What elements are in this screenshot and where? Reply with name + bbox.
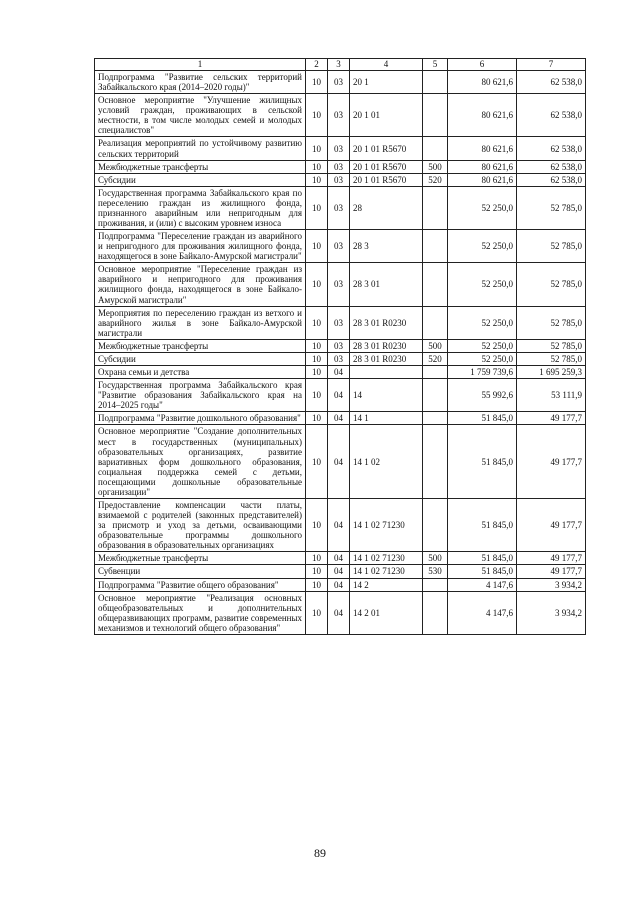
- expense-type-cell: [423, 425, 448, 499]
- section-code-cell: 10: [306, 71, 328, 94]
- expense-type-cell: 500: [423, 552, 448, 565]
- amount-year2-cell: 62 538,0: [517, 173, 586, 186]
- expense-type-cell: 520: [423, 173, 448, 186]
- target-article-cell: 14 1 02 71230: [350, 565, 423, 578]
- table-row: [95, 552, 586, 565]
- subsection-code-cell: 04: [328, 565, 350, 578]
- row-name-cell: Подпрограмма "Развитие сельских территорий Забайкальского края (2014–2020 годы)": [95, 71, 306, 94]
- target-article-cell: 14 1 02: [350, 425, 423, 499]
- table-row: [95, 160, 586, 173]
- table-row: [95, 186, 586, 229]
- section-code-cell: 10: [306, 578, 328, 591]
- target-article-cell: 28 3 01: [350, 263, 423, 306]
- section-code-cell: 10: [306, 552, 328, 565]
- section-code-cell: 10: [306, 160, 328, 173]
- column-header: 2: [306, 59, 328, 71]
- section-code-cell: 10: [306, 137, 328, 160]
- section-code-cell: 10: [306, 186, 328, 229]
- section-code-cell: 10: [306, 366, 328, 379]
- amount-year2-cell: 3 934,2: [517, 578, 586, 591]
- expense-type-cell: [423, 591, 448, 634]
- amount-year1-cell: 52 250,0: [448, 186, 517, 229]
- amount-year1-cell: 51 845,0: [448, 412, 517, 425]
- column-header: 1: [95, 59, 306, 71]
- target-article-cell: [350, 366, 423, 379]
- amount-year1-cell: 52 250,0: [448, 263, 517, 306]
- section-code-cell: 10: [306, 173, 328, 186]
- amount-year1-cell: 51 845,0: [448, 425, 517, 499]
- amount-year1-cell: 1 759 739,6: [448, 366, 517, 379]
- amount-year1-cell: 4 147,6: [448, 591, 517, 634]
- table-row: [95, 306, 586, 339]
- target-article-cell: 14 1: [350, 412, 423, 425]
- subsection-code-cell: 03: [328, 160, 350, 173]
- amount-year2-cell: 52 785,0: [517, 352, 586, 365]
- row-name-cell: Реализация мероприятий по устойчивому развитию сельских территорий: [95, 137, 306, 160]
- subsection-code-cell: 03: [328, 71, 350, 94]
- row-name-cell: Основное мероприятие "Создание дополнительных мест в государственных (муниципальных) образовательных организациях, развитие вариативных форм дошкольного образования, социальная поддержка семей с детьми, посещающими дошкольные образовательные организации": [95, 425, 306, 499]
- row-name-cell: Межбюджетные трансферты: [95, 552, 306, 565]
- target-article-cell: 14 2: [350, 578, 423, 591]
- page-number: 89: [314, 846, 326, 860]
- target-article-cell: 14 1 02 71230: [350, 498, 423, 551]
- amount-year1-cell: 80 621,6: [448, 160, 517, 173]
- subsection-code-cell: 03: [328, 230, 350, 263]
- table-row: [95, 565, 586, 578]
- section-code-cell: 10: [306, 352, 328, 365]
- amount-year2-cell: 1 695 259,3: [517, 366, 586, 379]
- row-name-cell: Основное мероприятие "Переселение граждан из аварийного и непригодного для проживания жилищного фонда, находящегося в зоне Байкало-Амурской магистрали": [95, 263, 306, 306]
- table-header-row: [95, 59, 586, 71]
- target-article-cell: 20 1 01 R5670: [350, 173, 423, 186]
- amount-year2-cell: 49 177,7: [517, 412, 586, 425]
- amount-year1-cell: 52 250,0: [448, 230, 517, 263]
- row-name-cell: Подпрограмма "Развитие общего образования": [95, 578, 306, 591]
- budget-table: [94, 58, 586, 635]
- amount-year2-cell: 62 538,0: [517, 71, 586, 94]
- section-code-cell: 10: [306, 565, 328, 578]
- amount-year1-cell: 51 845,0: [448, 498, 517, 551]
- row-name-cell: Субсидии: [95, 352, 306, 365]
- target-article-cell: 28 3 01 R0230: [350, 306, 423, 339]
- subsection-code-cell: 03: [328, 186, 350, 229]
- row-name-cell: Мероприятия по переселению граждан из ветхого и аварийного жилья в зоне Байкало-Амурской магистрали: [95, 306, 306, 339]
- subsection-code-cell: 04: [328, 379, 350, 412]
- table-row: [95, 578, 586, 591]
- amount-year1-cell: 52 250,0: [448, 306, 517, 339]
- table-row: [95, 173, 586, 186]
- expense-type-cell: [423, 186, 448, 229]
- table-row: [95, 263, 586, 306]
- amount-year1-cell: 80 621,6: [448, 173, 517, 186]
- row-name-cell: Основное мероприятие "Улучшение жилищных условий граждан, проживающих в сельской местности, в том числе молодых семей и молодых специалистов": [95, 94, 306, 137]
- row-name-cell: Субсидии: [95, 173, 306, 186]
- table-row: [95, 412, 586, 425]
- expense-type-cell: [423, 94, 448, 137]
- table-row: [95, 339, 586, 352]
- amount-year1-cell: 80 621,6: [448, 137, 517, 160]
- section-code-cell: 10: [306, 425, 328, 499]
- amount-year2-cell: 52 785,0: [517, 230, 586, 263]
- target-article-cell: 28 3 01 R0230: [350, 352, 423, 365]
- amount-year2-cell: 3 934,2: [517, 591, 586, 634]
- table-row: [95, 71, 586, 94]
- expense-type-cell: [423, 578, 448, 591]
- subsection-code-cell: 04: [328, 366, 350, 379]
- subsection-code-cell: 04: [328, 578, 350, 591]
- amount-year2-cell: 52 785,0: [517, 186, 586, 229]
- expense-type-cell: [423, 230, 448, 263]
- row-name-cell: Субвенции: [95, 565, 306, 578]
- target-article-cell: 28: [350, 186, 423, 229]
- section-code-cell: 10: [306, 230, 328, 263]
- subsection-code-cell: 04: [328, 591, 350, 634]
- expense-type-cell: 520: [423, 352, 448, 365]
- expense-type-cell: [423, 306, 448, 339]
- amount-year2-cell: 53 111,9: [517, 379, 586, 412]
- subsection-code-cell: 03: [328, 94, 350, 137]
- table-row: [95, 230, 586, 263]
- target-article-cell: 20 1 01 R5670: [350, 137, 423, 160]
- table-row: [95, 379, 586, 412]
- expense-type-cell: [423, 137, 448, 160]
- table-row: [95, 591, 586, 634]
- column-header: 6: [448, 59, 517, 71]
- section-code-cell: 10: [306, 339, 328, 352]
- subsection-code-cell: 03: [328, 339, 350, 352]
- subsection-code-cell: 03: [328, 173, 350, 186]
- row-name-cell: Межбюджетные трансферты: [95, 339, 306, 352]
- target-article-cell: 20 1 01: [350, 94, 423, 137]
- amount-year2-cell: 49 177,7: [517, 552, 586, 565]
- target-article-cell: 14 1 02 71230: [350, 552, 423, 565]
- row-name-cell: Межбюджетные трансферты: [95, 160, 306, 173]
- subsection-code-cell: 04: [328, 498, 350, 551]
- target-article-cell: 14: [350, 379, 423, 412]
- expense-type-cell: [423, 412, 448, 425]
- amount-year1-cell: 52 250,0: [448, 352, 517, 365]
- amount-year2-cell: 52 785,0: [517, 306, 586, 339]
- section-code-cell: 10: [306, 379, 328, 412]
- table-row: [95, 366, 586, 379]
- amount-year2-cell: 49 177,7: [517, 565, 586, 578]
- amount-year2-cell: 62 538,0: [517, 160, 586, 173]
- section-code-cell: 10: [306, 306, 328, 339]
- amount-year2-cell: 49 177,7: [517, 425, 586, 499]
- section-code-cell: 10: [306, 591, 328, 634]
- subsection-code-cell: 04: [328, 552, 350, 565]
- amount-year1-cell: 80 621,6: [448, 94, 517, 137]
- section-code-cell: 10: [306, 412, 328, 425]
- amount-year1-cell: 80 621,6: [448, 71, 517, 94]
- target-article-cell: 28 3: [350, 230, 423, 263]
- target-article-cell: 28 3 01 R0230: [350, 339, 423, 352]
- column-header: 5: [423, 59, 448, 71]
- expense-type-cell: [423, 379, 448, 412]
- expense-type-cell: [423, 71, 448, 94]
- amount-year1-cell: 51 845,0: [448, 552, 517, 565]
- subsection-code-cell: 04: [328, 412, 350, 425]
- amount-year1-cell: 55 992,6: [448, 379, 517, 412]
- subsection-code-cell: 03: [328, 352, 350, 365]
- amount-year2-cell: 62 538,0: [517, 94, 586, 137]
- row-name-cell: Подпрограмма "Развитие дошкольного образования": [95, 412, 306, 425]
- table-row: [95, 352, 586, 365]
- row-name-cell: Основное мероприятие "Реализация основных общеобразовательных и дополнительных общеразвивающих программ, развитие современных механизмов и технологий общего образования": [95, 591, 306, 634]
- amount-year2-cell: 62 538,0: [517, 137, 586, 160]
- expense-type-cell: 500: [423, 160, 448, 173]
- amount-year1-cell: 51 845,0: [448, 565, 517, 578]
- table-row: [95, 425, 586, 499]
- section-code-cell: 10: [306, 94, 328, 137]
- expense-type-cell: 530: [423, 565, 448, 578]
- amount-year1-cell: 52 250,0: [448, 339, 517, 352]
- expense-type-cell: [423, 366, 448, 379]
- subsection-code-cell: 03: [328, 137, 350, 160]
- amount-year2-cell: 52 785,0: [517, 263, 586, 306]
- target-article-cell: 14 2 01: [350, 591, 423, 634]
- table-body: [95, 71, 586, 635]
- column-header: 7: [517, 59, 586, 71]
- target-article-cell: 20 1 01 R5670: [350, 160, 423, 173]
- expense-type-cell: 500: [423, 339, 448, 352]
- row-name-cell: Государственная программа Забайкальского края "Развитие образования Забайкальского края на 2014–2025 годы": [95, 379, 306, 412]
- amount-year1-cell: 4 147,6: [448, 578, 517, 591]
- subsection-code-cell: 04: [328, 425, 350, 499]
- subsection-code-cell: 03: [328, 306, 350, 339]
- table-row: [95, 94, 586, 137]
- column-header: 3: [328, 59, 350, 71]
- amount-year2-cell: 49 177,7: [517, 498, 586, 551]
- table-row: [95, 137, 586, 160]
- row-name-cell: Подпрограмма "Переселение граждан из аварийного и непригодного для проживания жилищного фонда, находящегося в зоне Байкало-Амурской магистрали": [95, 230, 306, 263]
- target-article-cell: 20 1: [350, 71, 423, 94]
- expense-type-cell: [423, 498, 448, 551]
- subsection-code-cell: 03: [328, 263, 350, 306]
- expense-type-cell: [423, 263, 448, 306]
- table-row: [95, 498, 586, 551]
- section-code-cell: 10: [306, 263, 328, 306]
- row-name-cell: Предоставление компенсации части платы, взимаемой с родителей (законных представителей) за присмотр и уход за детьми, осваивающими образовательные программы дошкольного образования в образовательных организациях: [95, 498, 306, 551]
- column-header: 4: [350, 59, 423, 71]
- row-name-cell: Охрана семьи и детства: [95, 366, 306, 379]
- row-name-cell: Государственная программа Забайкальского края по переселению граждан из жилищного фонда, признанного аварийным или непригодным для проживания, и (или) с высоким уровнем износа: [95, 186, 306, 229]
- section-code-cell: 10: [306, 498, 328, 551]
- amount-year2-cell: 52 785,0: [517, 339, 586, 352]
